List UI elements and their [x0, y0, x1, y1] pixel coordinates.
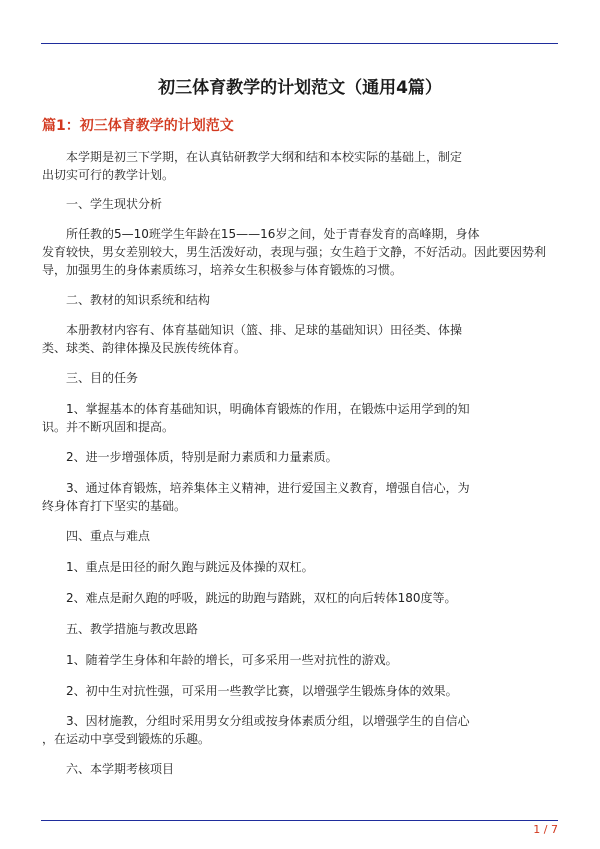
paragraph-line: 2、进一步增强体质，特别是耐力素质和力量素质。 [42, 450, 338, 464]
heading-line: 二、教材的知识系统和结构 [42, 293, 211, 307]
paragraph-line: 3、通过体育锻炼，培养集体主义精神，进行爱国主义教育，增强自信心，为 [42, 481, 470, 495]
paragraph-line: 本学期是初三下学期，在认真钻研教学大纲和结和本校实际的基础上，制定 [42, 150, 463, 164]
paragraph-line: 导，加强男生的身体素质练习，培养女生积极参与体育锻炼的习惯。 [42, 263, 403, 277]
page-number: 1 / 7 [533, 823, 558, 836]
paragraph-line: ，在运动中享受到锻炼的乐趣。 [42, 732, 211, 746]
heading-line: 一、学生现状分析 [42, 197, 163, 211]
top-rule [41, 43, 558, 44]
paragraph-line: 2、初中生对抗性强，可采用一些教学比赛，以增强学生锻炼身体的效果。 [42, 684, 458, 698]
paragraph-line: 所任教的5—10班学生年龄在15——16岁之间，处于青春发育的高峰期，身体 [42, 227, 480, 241]
heading-line: 四、重点与难点 [42, 529, 151, 543]
paragraph-line: 出切实可行的教学计划。 [42, 168, 175, 182]
paragraph-line: 发育较快，男女差别较大，男生活泼好动，表现与强；女生趋于文静，不好活动。因此要因势利 [42, 245, 547, 259]
paragraph-line: 本册教材内容有、体育基础知识（篮、排、足球的基础知识）田径类、体操 [42, 323, 463, 337]
heading-line: 六、本学期考核项目 [42, 762, 175, 776]
heading-line: 三、目的任务 [42, 371, 139, 385]
document-title: 初三体育教学的计划范文（通用4篇） [158, 78, 442, 98]
paragraph-line: 终身体育打下坚实的基础。 [42, 499, 187, 513]
heading-line: 五、教学措施与教改思路 [42, 622, 199, 636]
paragraph-line: 1、掌握基本的体育基础知识，明确体育锻炼的作用，在锻炼中运用学到的知 [42, 402, 470, 416]
paragraph-line: 类、球类、韵律体操及民族传统体育。 [42, 341, 247, 355]
section-heading: 篇1：初三体育教学的计划范文 [42, 118, 234, 134]
paragraph-line: 识。并不断巩固和提高。 [42, 420, 175, 434]
paragraph-line: 3、因材施教，分组时采用男女分组或按身体素质分组，以增强学生的自信心 [42, 714, 470, 728]
paragraph-line: 1、随着学生身体和年龄的增长，可多采用一些对抗性的游戏。 [42, 653, 398, 667]
bottom-rule [41, 820, 558, 821]
paragraph-line: 2、难点是耐久跑的呼吸，跳远的助跑与踏跳，双杠的向后转体180度等。 [42, 591, 457, 605]
paragraph-line: 1、重点是田径的耐久跑与跳远及体操的双杠。 [42, 560, 314, 574]
